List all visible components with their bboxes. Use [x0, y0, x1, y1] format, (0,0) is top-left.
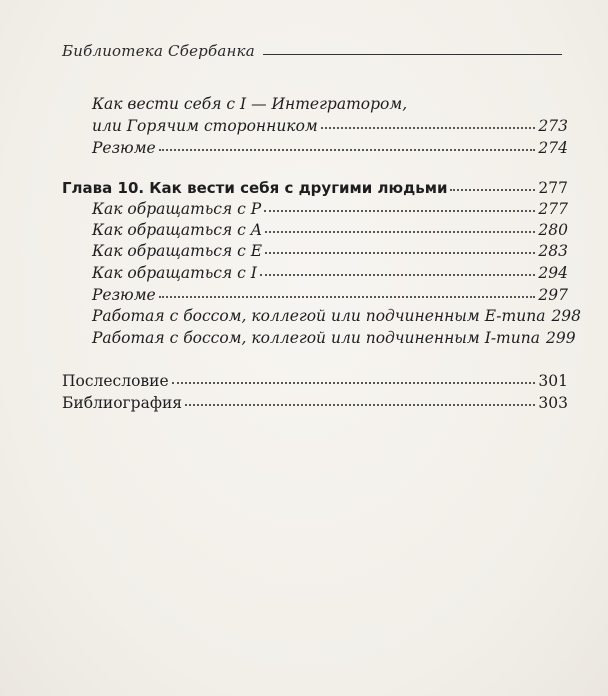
toc-entry-page: 297 — [538, 286, 568, 304]
toc-entry-page: 294 — [538, 264, 568, 282]
toc-entry-page: 273 — [538, 117, 568, 135]
toc-entry-bibliography[interactable] — [62, 393, 568, 413]
toc-entry-label: Как обращаться с E — [92, 242, 263, 260]
toc-entry-resume-2[interactable] — [92, 285, 568, 305]
toc-entry-label: Работая с боссом, коллегой или подчиненным E-типа — [92, 307, 546, 325]
toc-entry-boss-i[interactable] — [92, 328, 576, 348]
toc-entry-page: 283 — [538, 242, 568, 260]
toc-entry-label: Резюме — [92, 139, 156, 157]
toc-entry-p[interactable] — [92, 199, 568, 219]
toc-entry-label: Резюме — [92, 286, 156, 304]
running-header — [62, 42, 562, 60]
toc-entry-label: Как обращаться с I — [92, 264, 257, 282]
toc-entry-page: 274 — [538, 139, 568, 157]
toc-entry-a[interactable] — [92, 220, 568, 240]
dot-leader — [159, 139, 536, 153]
dot-leader — [264, 200, 535, 214]
toc-entry-label: Библиография — [62, 394, 183, 412]
toc-entry-page: 301 — [538, 372, 568, 390]
dot-leader — [185, 394, 535, 408]
toc-entry-afterword[interactable] — [62, 371, 568, 391]
toc-entry-label: Работая с боссом, коллегой или подчиненным I-типа — [92, 329, 540, 347]
toc-entry-label: Послесловие — [62, 372, 169, 390]
dot-leader — [260, 264, 536, 278]
dot-leader — [450, 179, 535, 193]
dot-leader — [159, 286, 536, 300]
dot-leader — [172, 372, 536, 386]
dot-leader — [321, 117, 536, 131]
chapter-title: Глава 10. Как вести себя с другими людьми — [62, 179, 448, 197]
toc-entry-resume-1[interactable] — [92, 138, 568, 158]
header-rule — [263, 54, 562, 55]
toc-entry-label: Как обращаться с A — [92, 221, 262, 239]
toc-entry-integrator-line1: Как вести себя с I — Интегратором, — [92, 95, 408, 113]
toc-entry-page: 303 — [538, 394, 568, 412]
toc-entry-integrator[interactable] — [92, 116, 568, 136]
dot-leader — [265, 242, 535, 256]
running-header-title: Библиотека Сбербанка — [62, 42, 255, 60]
toc-entry-page: 299 — [545, 329, 576, 347]
toc-entry-e[interactable] — [92, 241, 568, 261]
dot-leader — [265, 221, 535, 235]
toc-entry-boss-e[interactable] — [92, 306, 582, 326]
toc-entry-page: 277 — [538, 179, 568, 197]
toc-entry-page: 280 — [538, 221, 568, 239]
toc-entry-i[interactable] — [92, 263, 568, 283]
toc-entry-page: 277 — [538, 200, 568, 218]
toc-chapter-10[interactable] — [62, 178, 568, 198]
toc-entry-label: Как обращаться с P — [92, 200, 262, 218]
toc-entry-label: или Горячим сторонником — [92, 117, 318, 135]
toc-entry-page: 298 — [551, 307, 582, 325]
